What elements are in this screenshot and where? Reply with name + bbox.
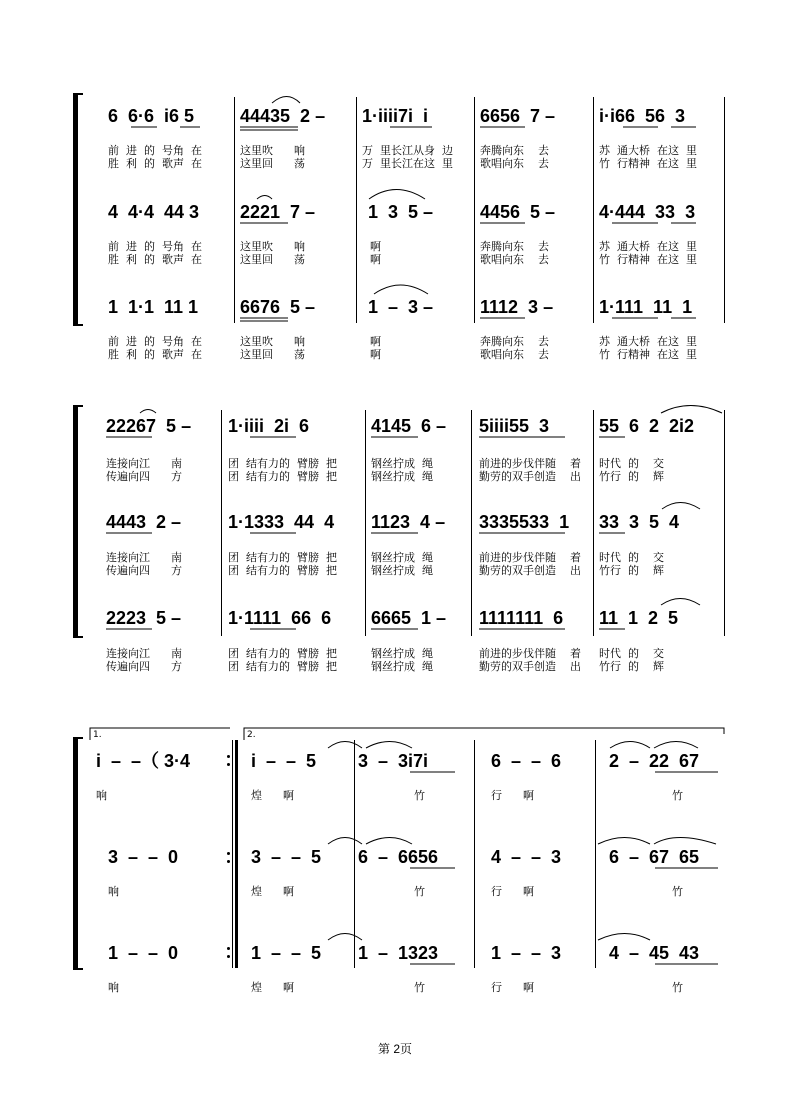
lyric: 煌 啊: [251, 981, 294, 994]
notation-measure: 4·444 33 3: [599, 202, 696, 222]
notation-measure: 1 3 5 –: [368, 202, 434, 222]
lyric: 勤劳的双手创造 出: [479, 660, 581, 673]
lyric: 团 结有力的 臂膀 把: [228, 564, 337, 577]
notation-measure: 4456 5 –: [480, 202, 556, 222]
lyric: 奔腾向东 去: [480, 144, 549, 157]
lyric: 万 里长江在这 里: [362, 157, 453, 170]
notation-measure: 1·1333 44 4: [228, 512, 335, 532]
lyric: 歌唱向东 去: [480, 253, 549, 266]
lyric: 啊: [370, 240, 381, 253]
notation-measure: 4 – 45 43: [609, 943, 700, 963]
lyric: 这里吹 响: [240, 335, 305, 348]
lyric: 啊: [370, 253, 381, 266]
lyric: 前进的步伐伴随 着: [479, 551, 581, 564]
volta-2-label: 2.: [247, 730, 256, 740]
notation-measure: 6665 1 –: [371, 608, 447, 628]
lyric: 啊: [370, 335, 381, 348]
lyric: 苏 通大桥 在这 里: [599, 240, 697, 253]
notation-measure: 1·1111 66 6: [228, 608, 332, 628]
notation-measure: 3 – 3i7i: [358, 751, 429, 771]
notation-measure: 5iiii55 3: [479, 416, 550, 436]
lyric: 竹: [414, 981, 425, 994]
lyric: 这里回 荡: [240, 348, 305, 361]
lyric: 时代 的 交: [599, 457, 664, 470]
lyric: 前进的步伐伴随 着: [479, 457, 581, 470]
lyric: 苏 通大桥 在这 里: [599, 335, 697, 348]
lyric: 奔腾向东 去: [480, 240, 549, 253]
notation-measure: 11 1 2 5: [599, 608, 679, 628]
lyric: 团 结有力的 臂膀 把: [228, 457, 337, 470]
lyric: 前 进 的 号角 在: [108, 335, 202, 348]
notation-measure: i – –（ 3·4: [96, 751, 191, 771]
lyric: 歌唱向东 去: [480, 157, 549, 170]
lyric: 传遍向四 方: [106, 470, 182, 483]
lyric: 连接向江 南: [106, 457, 182, 470]
notation-measure: 1 – 1323: [358, 943, 439, 963]
lyric: 勤劳的双手创造 出: [479, 564, 581, 577]
notation-measure: 4 – – 3: [491, 847, 562, 867]
lyric: 团 结有力的 臂膀 把: [228, 551, 337, 564]
lyric: 前 进 的 号角 在: [108, 144, 202, 157]
lyric: 钢丝拧成 绳: [371, 647, 433, 660]
lyric: 响: [108, 885, 119, 898]
notation-measure: 3 – – 0: [108, 847, 179, 867]
notation-measure: 1·iiii 2i 6: [228, 416, 310, 436]
lyric: 竹行 的 辉: [599, 564, 664, 577]
lyric: 传遍向四 方: [106, 660, 182, 673]
notation-measure: 22267 5 –: [106, 416, 192, 436]
lyric: 这里回 荡: [240, 253, 305, 266]
lyric: 这里吹 响: [240, 144, 305, 157]
lyric: 前进的步伐伴随 着: [479, 647, 581, 660]
lyric: 竹行 的 辉: [599, 470, 664, 483]
notation-measure: 3335533 1: [479, 512, 570, 532]
lyric: 响: [108, 981, 119, 994]
page-number: 第 2页: [377, 1042, 412, 1056]
lyric: 钢丝拧成 绳: [371, 457, 433, 470]
notation-measure: 1 – – 3: [491, 943, 562, 963]
lyric: 这里回 荡: [240, 157, 305, 170]
lyric: 歌唱向东 去: [480, 348, 549, 361]
notation-measure: 4443 2 –: [106, 512, 182, 532]
lyric: 团 结有力的 臂膀 把: [228, 647, 337, 660]
notation-measure: 6676 5 –: [240, 297, 316, 317]
notation-measure: i·i66 56 3: [599, 106, 686, 126]
lyric: 竹: [672, 981, 683, 994]
notation-measure: 1·iiii7i i: [362, 106, 429, 126]
lyric: 煌 啊: [251, 789, 294, 802]
notation-measure: 44435 2 –: [240, 106, 326, 126]
lyric: 胜 利 的 歌声 在: [108, 253, 202, 266]
lyric: 行 啊: [491, 981, 534, 994]
lyric: 团 结有力的 臂膀 把: [228, 660, 337, 673]
notation-measure: 2 – 22 67: [609, 751, 700, 771]
lyric: 苏 通大桥 在这 里: [599, 144, 697, 157]
lyric: 钢丝拧成 绳: [371, 470, 433, 483]
notation-measure: 1 – – 5: [251, 943, 322, 963]
lyric: 钢丝拧成 绳: [371, 660, 433, 673]
lyric: 胜 利 的 歌声 在: [108, 157, 202, 170]
lyric: 连接向江 南: [106, 647, 182, 660]
notation-measure: 1·111 11 1: [599, 297, 693, 317]
notation-measure: i – – 5: [251, 751, 317, 771]
notation-measure: 1 – – 0: [108, 943, 179, 963]
lyric: 啊: [370, 348, 381, 361]
lyric: 前 进 的 号角 在: [108, 240, 202, 253]
notation-measure: 6 – – 6: [491, 751, 562, 771]
lyric: 竹行 的 辉: [599, 660, 664, 673]
lyric: 竹 行精神 在这 里: [599, 348, 697, 361]
lyric: 竹: [414, 885, 425, 898]
lyric: 响: [96, 789, 107, 802]
lyric: 行 啊: [491, 885, 534, 898]
notation-measure: 1111111 6: [479, 608, 564, 628]
lyric: 竹 行精神 在这 里: [599, 253, 697, 266]
notation-measure: 3 – – 5: [251, 847, 322, 867]
lyric: 行 啊: [491, 789, 534, 802]
notation-measure: 1 1·1 11 1: [108, 297, 199, 317]
lyric: 团 结有力的 臂膀 把: [228, 470, 337, 483]
lyric: 钢丝拧成 绳: [371, 551, 433, 564]
lyric: 钢丝拧成 绳: [371, 564, 433, 577]
lyric: 竹: [672, 789, 683, 802]
notation-measure: 1123 4 –: [371, 512, 446, 532]
notation-measure: 4 4·4 44 3: [108, 202, 200, 222]
lyric: 竹: [672, 885, 683, 898]
lyric: 这里吹 响: [240, 240, 305, 253]
lyric: 竹: [414, 789, 425, 802]
lyric: 煌 啊: [251, 885, 294, 898]
volta-1-label: 1.: [93, 730, 102, 740]
lyric: 勤劳的双手创造 出: [479, 470, 581, 483]
notation-measure: 55 6 2 2i2: [599, 416, 695, 436]
lyric: 传遍向四 方: [106, 564, 182, 577]
notation-measure: 6 – 6656: [358, 847, 439, 867]
notation-measure: 2223 5 –: [106, 608, 182, 628]
lyric: 奔腾向东 去: [480, 335, 549, 348]
notation-measure: 6 – 67 65: [609, 847, 700, 867]
lyric: 竹 行精神 在这 里: [599, 157, 697, 170]
notation-measure: 1112 3 –: [480, 297, 554, 317]
notation-measure: 4145 6 –: [371, 416, 447, 436]
lyric: 万 里长江从身 边: [362, 144, 453, 157]
lyric: 胜 利 的 歌声 在: [108, 348, 202, 361]
lyric: 时代 的 交: [599, 647, 664, 660]
notation-measure: 1 – 3 –: [368, 297, 434, 317]
notation-measure: 2221 7 –: [240, 202, 316, 222]
notation-measure: 6656 7 –: [480, 106, 556, 126]
lyric: 时代 的 交: [599, 551, 664, 564]
lyric: 连接向江 南: [106, 551, 182, 564]
notation-measure: 6 6·6 i6 5: [108, 106, 195, 126]
notation-measure: 33 3 5 4: [599, 512, 680, 532]
